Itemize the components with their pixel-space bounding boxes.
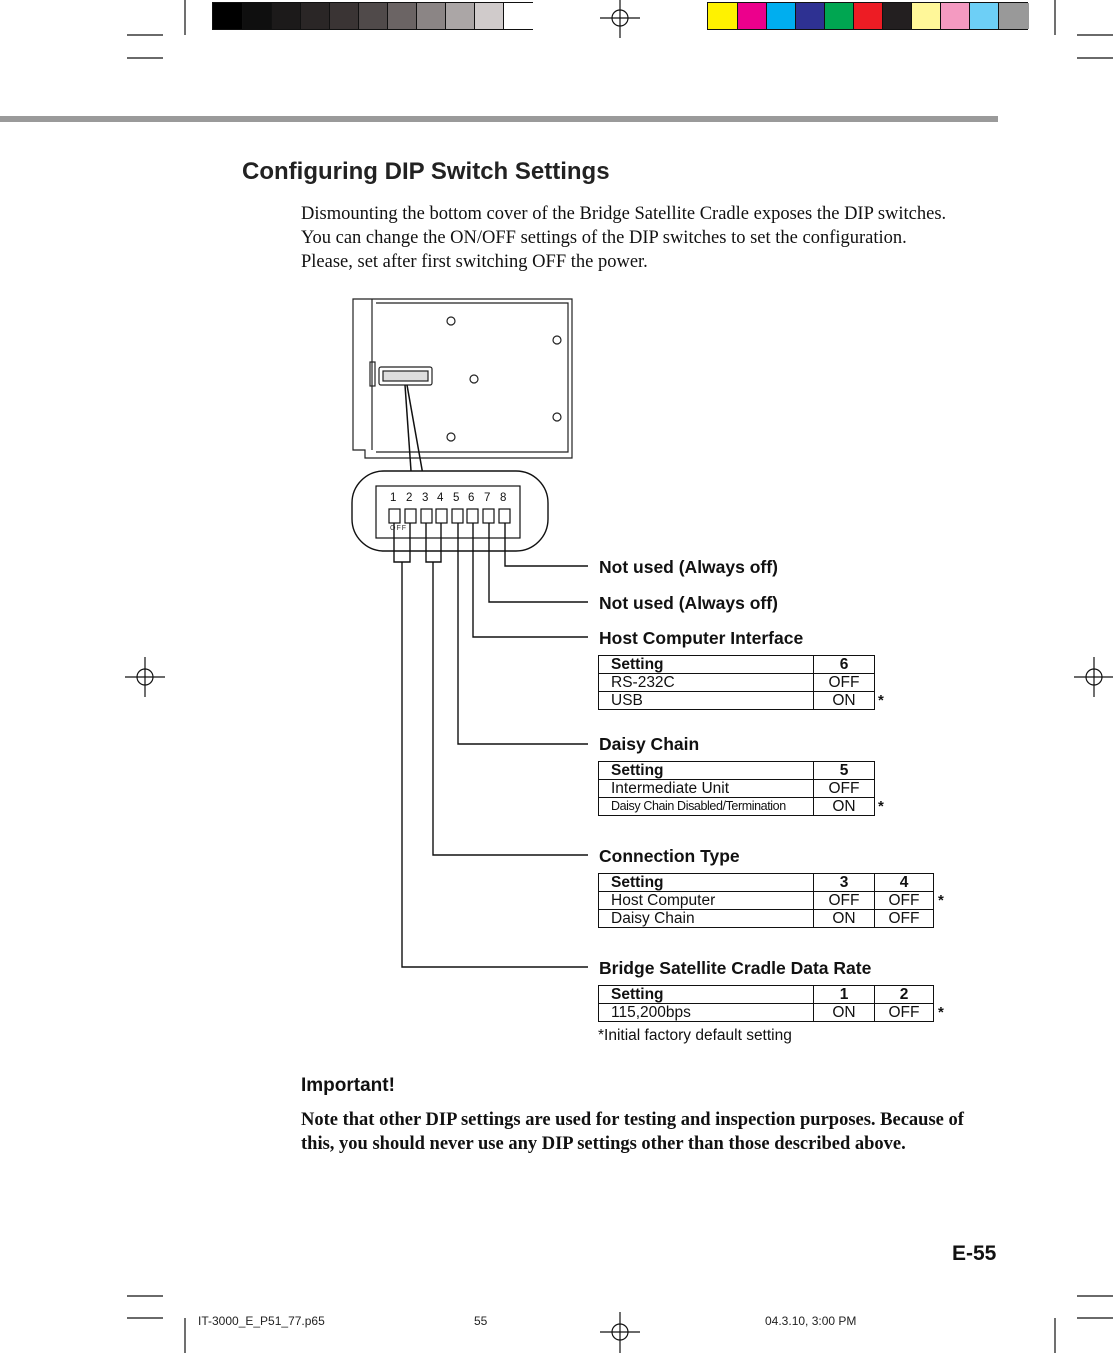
table-header-row	[599, 656, 875, 674]
table-cell: RS-232C	[599, 674, 814, 692]
table-cell: 5	[814, 762, 875, 780]
print-footer-file: IT-3000_E_P51_77.p65	[198, 1314, 325, 1328]
table-cell: 2	[875, 986, 934, 1004]
host-interface-table	[598, 655, 875, 710]
table-cell: OFF	[814, 892, 875, 910]
intro-line: You can change the ON/OFF settings of the DIP switches to set the configuration.	[301, 228, 907, 248]
dip-number-7: 7	[484, 492, 491, 504]
page-number: E-55	[952, 1242, 997, 1265]
table-cell: Setting	[599, 874, 814, 892]
default-marker: *	[938, 1004, 944, 1021]
footnote: *Initial factory default setting	[598, 1027, 792, 1044]
not-used-label-7: Not used (Always off)	[599, 593, 778, 613]
table-cell: Host Computer	[599, 892, 814, 910]
print-footer-page: 55	[474, 1314, 488, 1328]
data-rate-table	[598, 985, 934, 1022]
table-header-row	[599, 874, 934, 892]
table-cell: Intermediate Unit	[599, 780, 814, 798]
table-cell: ON	[814, 798, 875, 816]
table-cell: 115,200bps	[599, 1004, 814, 1022]
default-marker: *	[878, 692, 884, 709]
table-cell: ON	[814, 910, 875, 928]
table-cell: Daisy Chain	[599, 910, 814, 928]
table-row	[599, 892, 934, 910]
host-interface-title: Host Computer Interface	[599, 628, 804, 648]
dip-off-label: OFF	[390, 525, 407, 532]
important-heading: Important!	[301, 1075, 395, 1096]
table-header-row	[599, 986, 934, 1004]
table-cell: 4	[875, 874, 934, 892]
table-cell: 3	[814, 874, 875, 892]
table-row	[599, 692, 875, 710]
cradle-bottom-illustration	[353, 299, 572, 458]
important-note: Note that other DIP settings are used for testing and inspection purposes. Because of this, you should never use any DIP settings other than those described above.	[301, 1110, 964, 1154]
intro-line: Please, set after first switching OFF the power.	[301, 252, 648, 272]
daisy-chain-title: Daisy Chain	[599, 734, 700, 754]
table-cell: USB	[599, 692, 814, 710]
dip-number-4: 4	[437, 492, 444, 504]
table-cell: Setting	[599, 986, 814, 1004]
dip-number-2: 2	[406, 492, 413, 504]
table-row	[599, 1004, 934, 1022]
dip-switch-magnified	[352, 471, 548, 551]
table-row	[599, 910, 934, 928]
table-row	[599, 674, 875, 692]
table-cell: ON	[814, 1004, 875, 1022]
screw-icon	[447, 317, 561, 441]
section-heading: Configuring DIP Switch Settings	[242, 158, 610, 185]
table-cell: OFF	[875, 910, 934, 928]
connection-type-table	[598, 873, 934, 928]
table-row	[599, 780, 875, 798]
table-cell: OFF	[875, 892, 934, 910]
table-cell: 6	[814, 656, 875, 674]
table-cell: Setting	[599, 762, 814, 780]
daisy-chain-table	[598, 761, 875, 816]
print-footer-date: 04.3.10, 3:00 PM	[765, 1314, 857, 1328]
table-header-row	[599, 762, 875, 780]
table-cell: OFF	[875, 1004, 934, 1022]
table-cell: Daisy Chain Disabled/Termination	[599, 798, 814, 816]
table-cell: Setting	[599, 656, 814, 674]
table-cell: OFF	[814, 674, 875, 692]
table-cell: OFF	[814, 780, 875, 798]
table-cell: ON	[814, 692, 875, 710]
default-marker: *	[938, 892, 944, 909]
dip-number-1: 1	[390, 492, 397, 504]
dip-number-5: 5	[453, 492, 460, 504]
not-used-label-8: Not used (Always off)	[599, 557, 778, 577]
table-cell: 1	[814, 986, 875, 1004]
table-row	[599, 798, 875, 816]
dip-number-6: 6	[468, 492, 475, 504]
connection-type-title: Connection Type	[599, 846, 740, 866]
data-rate-title: Bridge Satellite Cradle Data Rate	[599, 958, 872, 978]
default-marker: *	[878, 798, 884, 815]
intro-line: Dismounting the bottom cover of the Bridge Satellite Cradle exposes the DIP switches.	[301, 204, 947, 224]
dip-number-3: 3	[422, 492, 429, 504]
dip-number-8: 8	[500, 492, 507, 504]
